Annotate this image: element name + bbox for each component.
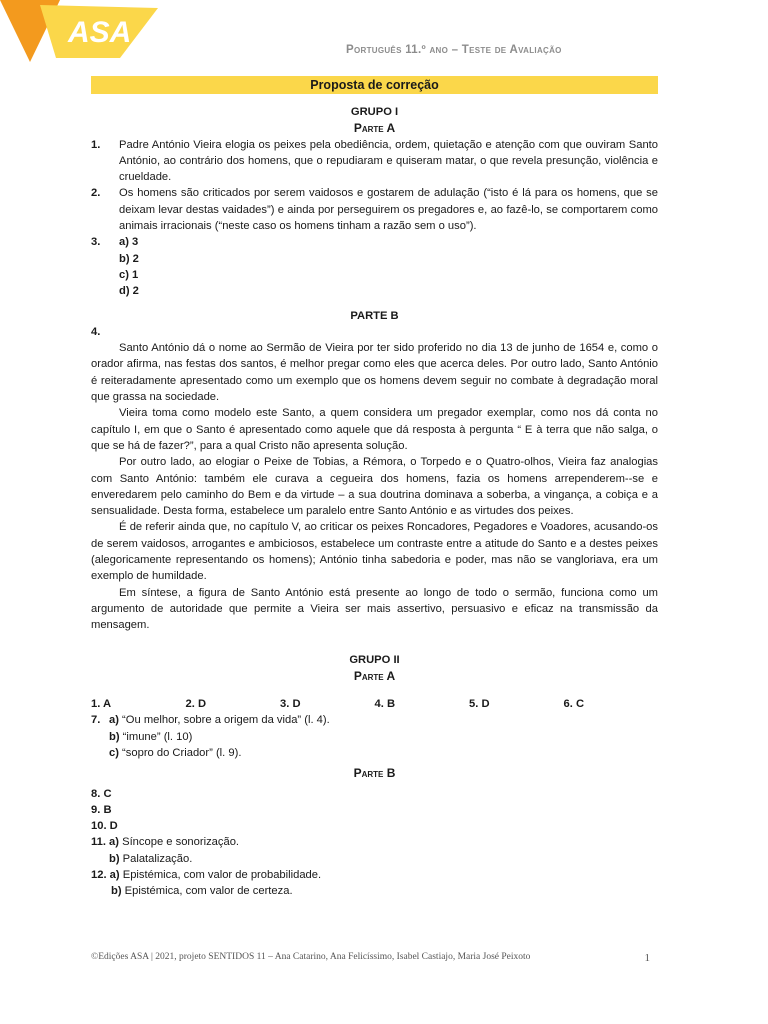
question-11: 11. a) Síncope e sonorização.: [91, 836, 240, 849]
page-number: 1: [644, 952, 650, 964]
question-number: 2.: [91, 187, 101, 200]
answer-item: 3. D: [280, 698, 301, 711]
question-7: 7. a) “Ou melhor, sobre a origem da vida” (l. 4).: [91, 712, 658, 728]
answer-a: a) 3: [119, 236, 139, 249]
question-4-number: 4.: [91, 325, 101, 338]
q4-paragraph-5: Em síntese, a figura de Santo António está presente ao longo de todo o sermão, funciona como um argumento de autoridade que permite a Vieira ser mais assertivo, persuasivo e eficaz na transmissão da mensagem.: [91, 586, 658, 632]
answer-c: c) 1: [119, 268, 139, 281]
question-7c: c) “sopro do Criador” (l. 9).: [109, 746, 242, 759]
question-10: 10. D: [91, 820, 118, 833]
q4-paragraph-3: Por outro lado, ao elogiar o Peixe de Tobias, a Rémora, o Torpedo e o Quatro-olhos, Vieira faz analogias com Santo António: também ele curava a cegueira dos homens, fazia os homens arrependerem--se e enveredarem pelo caminho do Bem e da virtude – a sua doutrina dominava a soberba, a vingança, a cobiça e a sensualidade. Desta forma, estabelece um paralelo entre Santo António e as virtudes dos peixes.: [91, 456, 658, 518]
grupo1-title: GRUPO I: [350, 106, 399, 118]
question-number: 12.: [91, 869, 107, 882]
document-body: [91, 76, 658, 900]
answer-item: 1. A: [91, 698, 112, 711]
grupo2-title: GRUPO II: [349, 653, 400, 666]
header-title: Português 11.º ano – Teste de Avaliação: [346, 44, 562, 56]
grupo1-parteA: Parte A: [353, 121, 396, 136]
section-banner: Proposta de correção: [91, 76, 658, 94]
answer-item: 5. D: [469, 698, 490, 711]
answer-text: Padre António Vieira elogia os peixes pela obediência, ordem, quietação e atenção com que ouviram Santo António, ao contrário dos homens, que o repudiaram e quiseram matar, o que revela presunção, violência e crueldade.: [119, 138, 658, 184]
question-1: [91, 137, 658, 186]
q4-paragraph-4: É de referir ainda que, no capítulo V, ao criticar os peixes Roncadores, Pegadores e Voadores, acusando-os de serem vaidosos, arrogantes e ambiciosos, estabelece um contraste entre a atitude do Santo e a destes peixes (alegoricamente representando os homens); António tinha sabedoria e poder, mas não se vangloriava, era um exemplo de humildade.: [91, 521, 658, 583]
question-number: 7.: [91, 714, 101, 727]
answer-item: 4. B: [374, 698, 396, 711]
answer-d: d) 2: [119, 285, 139, 298]
logo-text: ASA: [68, 16, 132, 49]
asa-logo: [0, 0, 170, 62]
answers-row: [91, 696, 658, 712]
question-12: 12. a) Epistémica, com valor de probabilidade.: [91, 869, 322, 882]
question-8: 8. C: [91, 787, 112, 800]
question-number: 11.: [91, 836, 106, 849]
question-3: [91, 234, 658, 299]
answer-item: 2. D: [185, 698, 207, 711]
grupo2-parteA: Parte A: [353, 668, 396, 683]
page-footer: [91, 952, 658, 962]
answer-item: 6. C: [563, 698, 585, 711]
question-2: [91, 185, 658, 234]
question-number: 3.: [91, 236, 101, 249]
answer-text: Os homens são criticados por serem vaidosos e gostarem de adulação (“isto é lá para os homens, que se deixam levar destas vaidades”) e ainda por perseguirem os pregadores e, ao fazê-lo, se comportarem como animais irracionais (“neste caso os homens tinham a razão sem o uso”).: [119, 187, 658, 233]
answer-b: b) 2: [119, 252, 139, 265]
grupo2-parteB: Parte B: [353, 766, 396, 781]
question-9: 9. B: [91, 803, 112, 816]
question-number: 1.: [91, 138, 101, 151]
question-12b: b) Epistémica, com valor de certeza.: [111, 885, 293, 898]
q4-paragraph-2: Vieira toma como modelo este Santo, a quem considera um pregador exemplar, como nos dá conta no capítulo I, em que o Santo é apresentado como aquele que dá resposta à pergunta “ E à terra que não salga, o que se há de fazer?”, para a qual Cristo não apresenta solução.: [91, 407, 658, 452]
footer-text: ©Edições ASA | 2021, projeto SENTIDOS 11 – Ana Catarino, Ana Felicíssimo, Isabel Castiajo, Maria José Peixoto: [91, 952, 531, 962]
q4-paragraph-1: Santo António dá o nome ao Sermão de Vieira por ter sido proferido no dia 13 de junho de 1654 e, como o orador afirma, nas festas dos santos, é melhor pregar como eles que acerca deles. Por outro lado, Santo António é reiteradamente apresentado como um exemplo que os homens devem seguir no combate à degradação moral que grassa na sociedade.: [91, 342, 658, 404]
grupo1-parteB: PARTE B: [350, 309, 399, 322]
question-11b: b) Palatalização.: [109, 852, 193, 865]
question-7b: b) “imune” (l. 10): [109, 730, 193, 743]
